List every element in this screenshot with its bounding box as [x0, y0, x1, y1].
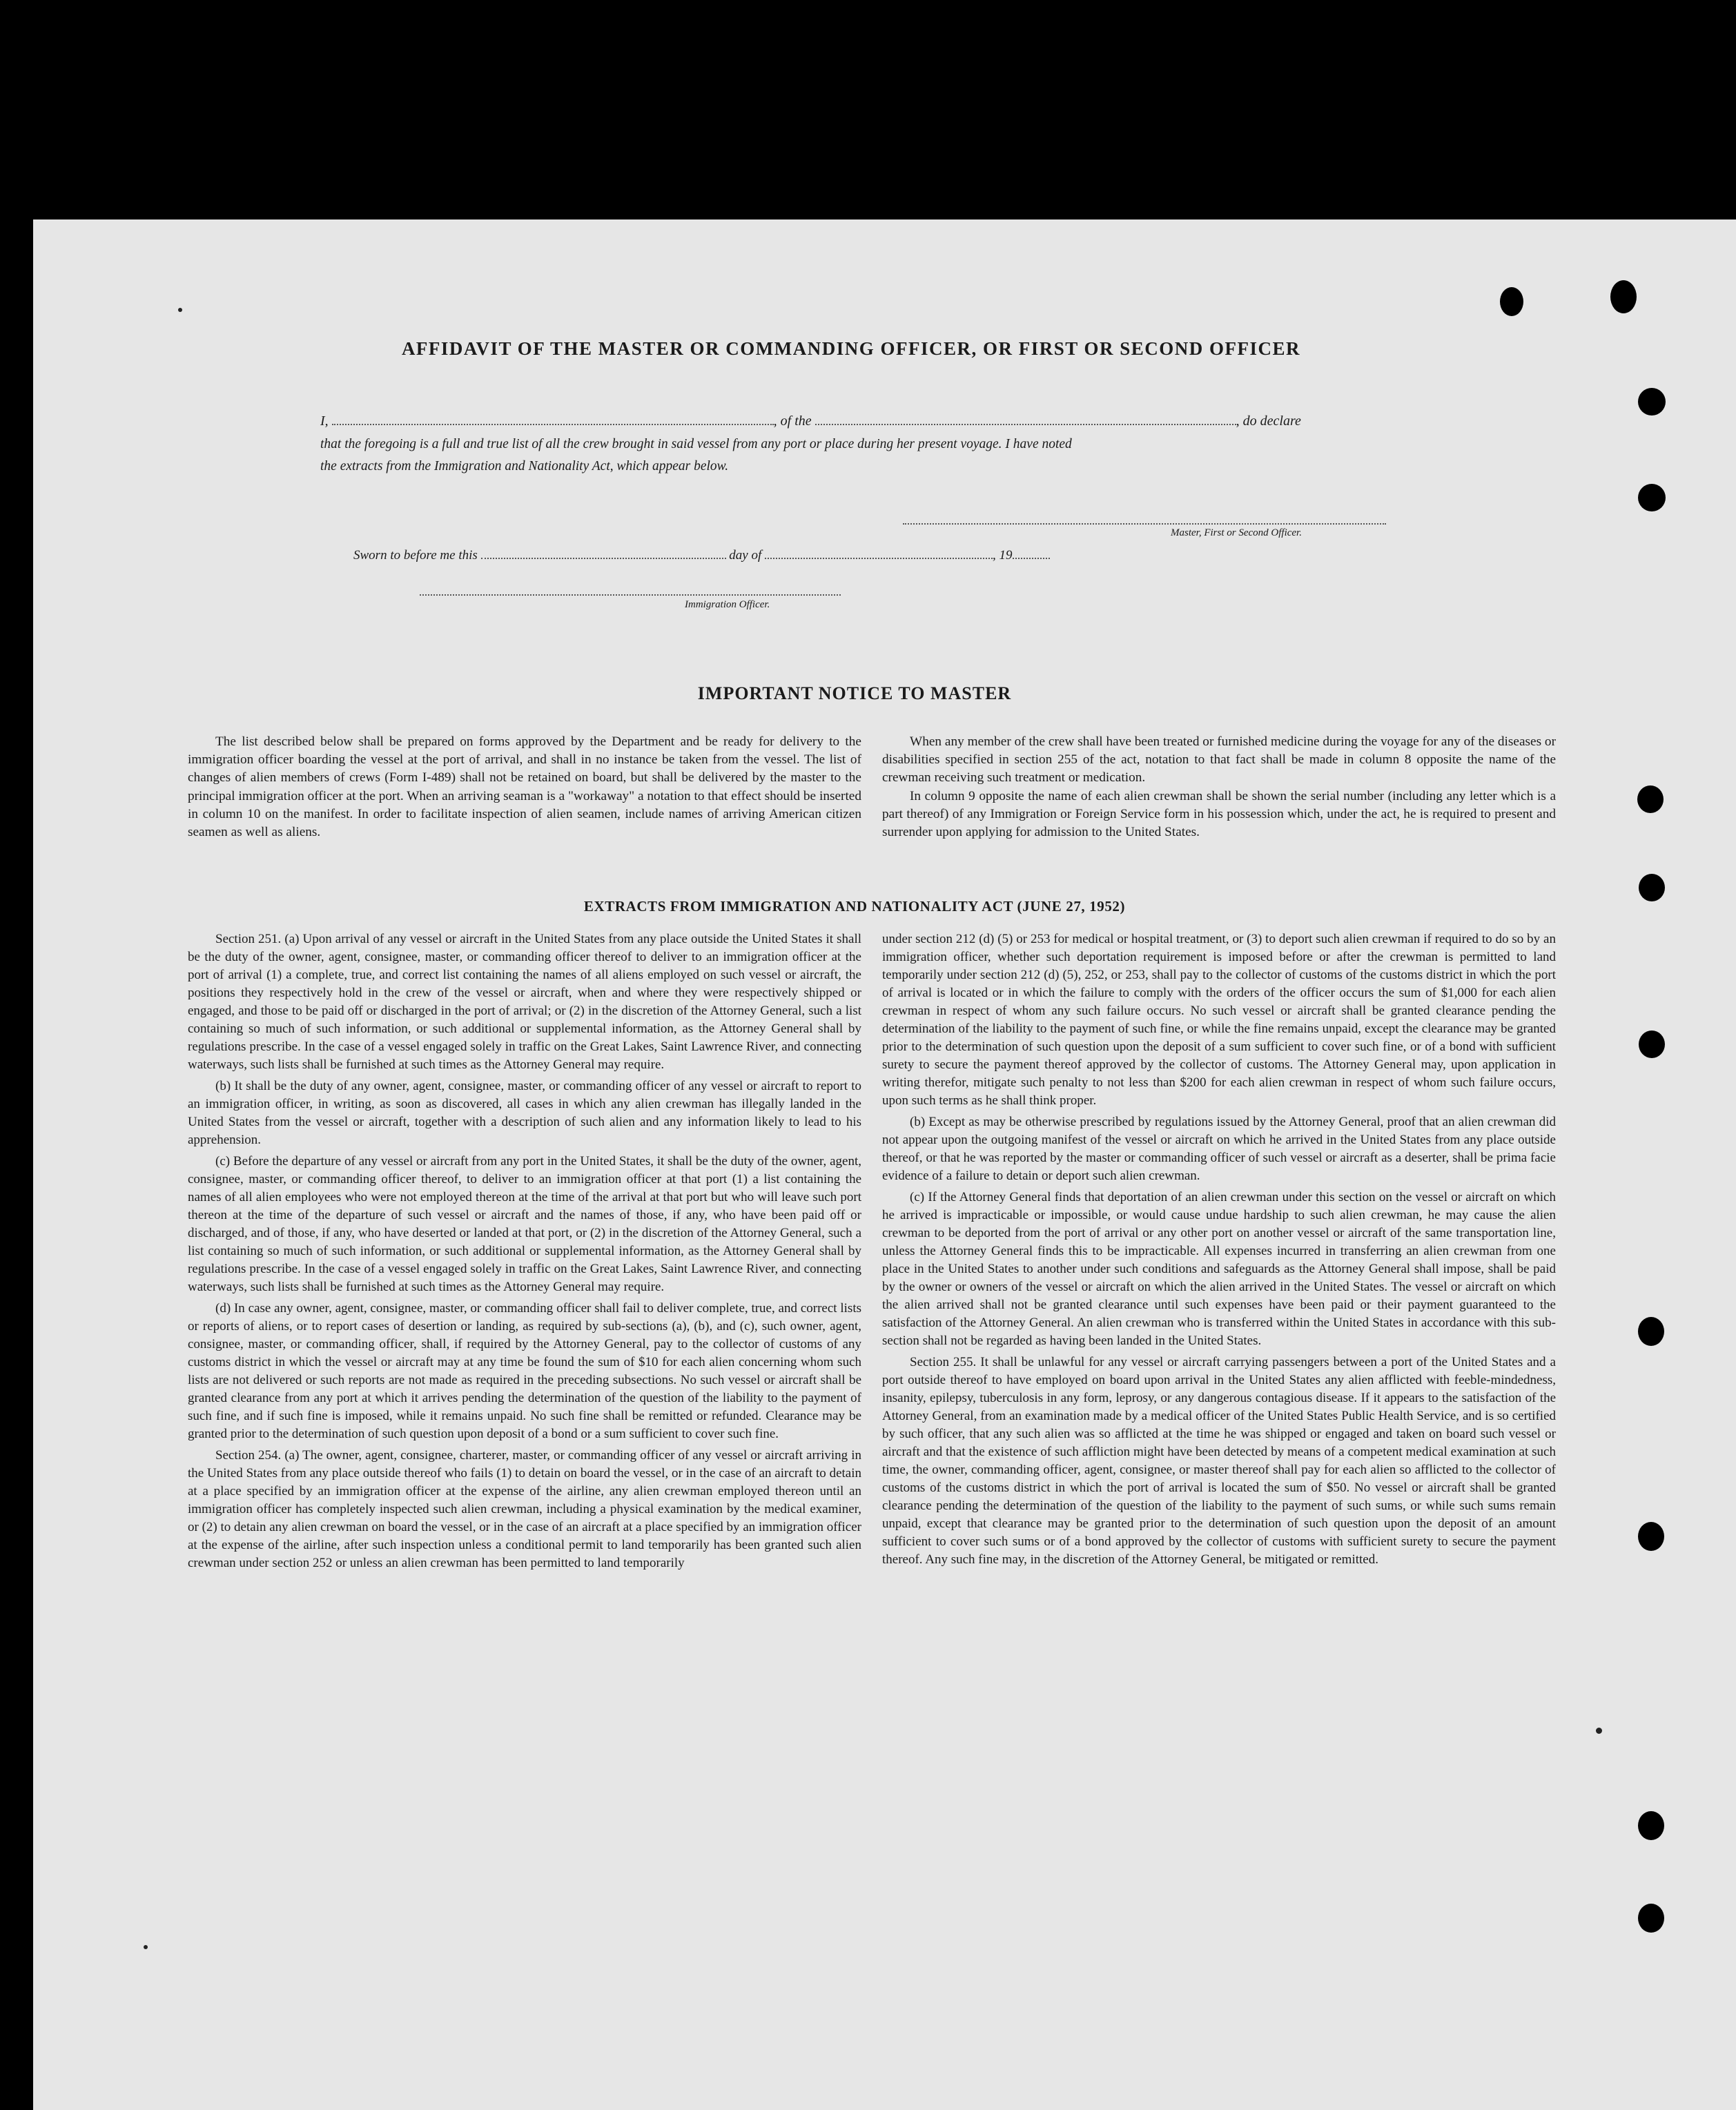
vessel-field[interactable]: [815, 413, 1236, 425]
declare-i-label: I,: [320, 413, 329, 429]
sworn-year: , 19: [993, 548, 1013, 563]
binder-hole: [1500, 287, 1523, 316]
extracts-left-column: [188, 930, 861, 1576]
notice-left-paragraph: The list described below shall be prepared on forms approved by the Department and be ready for delivery to the immigration officer boarding the vessel at the port of arrival, and shall in no instance be taken from the vessel. The list of changes of alien members of crews (Form I-489) shall not be retained on board, but shall be delivered by the master to the principal immigration officer at the port. When an arriving seaman is a "workaway" a notation to that effect should be inserted in column 10 on the manifest. In order to facilitate inspection of alien seamen, include names of arriving American citizen seamen as well as aliens.: [188, 734, 861, 840]
extract-paragraph: under section 212 (d) (5) or 253 for medical or hospital treatment, or (3) to deport such alien crewman if required to do so by an immigration officer, whether such deportation requirement is imposed before or after the crewman is permitted to land temporarily under section 212 (d) (5), 252, or 253, shall pay to the collector of customs of the customs district in which the port of arrival is located or in which the failure to comply with the orders of the officer occurs the sum of $1,000 for each alien crewman in respect of whom any such failure occurs. No such vessel or aircraft shall be granted clearance pending the determination of the liability to the payment of such fine, or while the fine remains unpaid, except the clearance may be granted prior to the determination of such question upon the deposit of a sum sufficient to cover such fine, or of a bond with sufficient surety to secure the payment thereof approved by the collector of customs. The Attorney General may, upon application in writing therefor, mitigate such penalty to not less than $200 for each alien crewman in respect of whom such failure occurs, upon such terms as he shall think proper.: [882, 932, 1556, 1108]
extracts-right-column: [882, 930, 1556, 1572]
notice-left-column: [188, 733, 861, 845]
speck: [178, 308, 182, 312]
binder-hole: [1638, 388, 1666, 416]
extract-paragraph: (c) Before the departure of any vessel or aircraft from any port in the United States, it shall be the duty of the owner, agent, consignee, master, or commanding officer thereof, to deliver to an immigration officer at that port (1) a list containing the names of all alien employees who were not employed thereon at the time of the arrival at that port but who will leave such port thereon at the time of the departure of such vessel or aircraft and the names of those, if any, who have been paid off or discharged, and of those, if any, who have deserted or landed at that port, or (2) in the discretion of the Attorney General, such a list containing so much of such information, or such additional or supplemental information, as the Attorney General shall by regulations prescribe. In the case of a vessel engaged solely in traffic on the Great Lakes, Saint Lawrence River, and connecting waterways, such lists shall be furnished at such times as the Attorney General may require.: [188, 1154, 861, 1294]
sworn-year-field[interactable]: [1013, 547, 1050, 559]
extract-paragraph: Section 254. (a) The owner, agent, consignee, charterer, master, or commanding officer of any vessel or aircraft arriving in the United States from any place outside thereof who fails (1) to detain on board the vessel, or in the case of an aircraft to detain at a place specified by an immigration officer at the expense of the airline, any alien crewman employed thereon until an immigration officer has completely inspected such alien crewman, including a physical examination by the medical examiner, or (2) to detain any alien crewman on board the vessel, or in the case of an aircraft at a place specified by an immigration officer at the expense of the airline, after such inspection unless a conditional permit to land temporarily has been granted such alien crewman under section 252 or unless an alien crewman has been permitted to land temporarily: [188, 1448, 861, 1570]
sworn-day-of: day of: [729, 548, 762, 563]
binder-hole: [1610, 280, 1637, 313]
speck: [144, 1945, 148, 1949]
officer-signature-line[interactable]: [420, 594, 841, 596]
declare-do-declare-label: , do declare: [1236, 413, 1301, 429]
binder-hole: [1638, 1522, 1664, 1551]
master-signature-label: Master, First or Second Officer.: [1171, 527, 1302, 538]
notice-right-paragraph: In column 9 opposite the name of each alien crewman shall be shown the serial number (including any letter which is a part thereof) of any Immigration or Foreign Service form in his possession which, under the act, he is required to present and surrender upon applying for admission to the United States.: [882, 788, 1556, 840]
binder-hole: [1638, 484, 1666, 511]
master-signature-line[interactable]: [903, 523, 1386, 525]
notice-title: IMPORTANT NOTICE TO MASTER: [697, 683, 1012, 703]
extract-paragraph: Section 251. (a) Upon arrival of any vessel or aircraft in the United States from any place outside the United States it shall be the duty of the owner, agent, consignee, master, or commanding officer thereof to deliver to an immigration officer at the port of arrival (1) a complete, true, and correct list containing the names of all aliens employed on such vessel or aircraft, the positions they respectively hold in the crew of the vessel or aircraft, when and where they were respectively shipped or engaged, and those to be paid off or discharged in the port of arrival; or (2) in the discretion of the Attorney General, such a list containing so much of such information, or such additional or supplemental information, as the Attorney General shall by regulations prescribe. In the case of a vessel engaged solely in traffic on the Great Lakes, Saint Lawrence River, and connecting waterways, such lists shall be furnished at such times as the Attorney General may require.: [188, 932, 861, 1072]
declare-of-the-label: , of the: [773, 413, 812, 429]
binder-hole: [1639, 874, 1665, 901]
extract-paragraph: Section 255. It shall be unlawful for any vessel or aircraft carrying passengers between a port of the United States and a port outside thereof to have employed on board upon arrival in the United States any alien afflicted with feeble-mindedness, insanity, epilepsy, tuberculosis in any form, leprosy, or any dangerous contagious disease. If it appears to the satisfaction of the Attorney General, from an examination made by a medical officer of the United States Public Health Service, and is so certified by such officer, that any such alien was so afflicted at the time he was shipped or engaged and taken on board such vessel or aircraft and that the existence of such affliction might have been detected by means of a competent medical examination at such time, the owner, commanding officer, agent, consignee, or master thereof shall pay for each alien so afflicted to the collector of customs of the customs district in which the port of arrival is located the sum of $50. No vessel or aircraft shall be granted clearance pending the determination of the question of the liability to the payment of such sums, or while such sums remain unpaid, except that clearance may be granted prior to the determination of such question upon the deposit of an amount sufficient to cover such sums or of a bond approved by the collector of customs with sufficient surety to secure the payment thereof. Any such fine may, in the discretion of the Attorney General, be mitigated or remitted.: [882, 1355, 1556, 1567]
declaration-body-1: that the foregoing is a full and true list of all the crew brought in said vessel from any port or place during her present voyage. I have noted: [320, 437, 1072, 451]
document-page: [33, 219, 1736, 2110]
extracts-title: EXTRACTS FROM IMMIGRATION AND NATIONALITY ACT (JUNE 27, 1952): [583, 898, 1126, 915]
extract-paragraph: (c) If the Attorney General finds that deportation of an alien crewman under this section on the vessel or aircraft on which he arrived is impracticable or impossible, or would cause undue hardship to such alien crewman, he may cause the alien crewman to be deported from the port of arrival or any other port on another vessel or aircraft of the same transportation line, unless the Attorney General finds this to be impracticable. All expenses incurred in transferring an alien crewman from one place in the United States to another under such conditions and safeguards as the Attorney General shall impose, shall be paid by the owner or owners of the vessel or aircraft on which the alien arrived in the United States. The vessel or aircraft on which the alien arrived shall not be granted clearance until such expenses have been paid or their payment guaranteed to the satisfaction of the Attorney General. An alien crewman who is transferred within the United States in accordance with this sub-section shall not be regarded as having been landed in the United States.: [882, 1190, 1556, 1348]
officer-signature-label: Immigration Officer.: [685, 599, 770, 610]
binder-hole: [1637, 785, 1664, 813]
sworn-month-field[interactable]: [765, 547, 993, 559]
sworn-date-field[interactable]: [481, 547, 726, 559]
sworn-line: [353, 547, 1050, 563]
extract-paragraph: (b) It shall be the duty of any owner, agent, consignee, master, or commanding officer of any vessel or aircraft to report to an immigration officer, in writing, as soon as discovered, all cases in which any alien crewman has illegally landed in the United States from the vessel or aircraft, together with a description of such alien and any information likely to lead to his apprehension.: [188, 1079, 861, 1147]
binder-hole: [1638, 1904, 1664, 1933]
binder-hole: [1639, 1030, 1665, 1058]
name-field[interactable]: [332, 413, 774, 425]
sworn-prefix: Sworn to before me this: [353, 548, 478, 563]
declaration-line: [320, 413, 1301, 429]
declaration-body-2: the extracts from the Immigration and Nationality Act, which appear below.: [320, 459, 729, 473]
binder-hole: [1638, 1317, 1664, 1346]
extract-paragraph: (b) Except as may be otherwise prescribed by regulations issued by the Attorney General, proof that an alien crewman did not appear upon the outgoing manifest of the vessel or aircraft on which he arrived in the United States from any place outside thereof, or that he was reported by the master or commanding officer of such vessel or aircraft as a deserter, shall be prima facie evidence of a failure to detain or deport such alien crewman.: [882, 1115, 1556, 1183]
binder-hole: [1638, 1811, 1664, 1840]
notice-right-paragraph: When any member of the crew shall have been treated or furnished medicine during the voyage for any of the diseases or disabilities specified in section 255 of the act, notation to that fact shall be made in column 8 opposite the name of the crewman receiving such treatment or medication.: [882, 734, 1556, 785]
notice-right-column: [882, 733, 1556, 845]
affidavit-title: AFFIDAVIT OF THE MASTER OR COMMANDING OFFICER, OR FIRST OR SECOND OFFICER: [401, 338, 1301, 359]
extract-paragraph: (d) In case any owner, agent, consignee, master, or commanding officer shall fail to deliver complete, true, and correct lists or reports of aliens, or to report cases of desertion or landing, as required by sub-sections (a), (b), and (c), such owner, agent, consignee, master, or commanding officer, shall, if required by the Attorney General, pay to the collector of customs of any customs district in which the vessel or aircraft may at any time be found the sum of $10 for each alien concerning whom such lists are not delivered or such reports are not made as required in the preceding subsections. No such vessel or aircraft shall be granted clearance from any port at which it arrives pending the determination of the question of the liability to the payment of such fine, and if such fine is imposed, while it remains unpaid. No such fine shall be remitted or refunded. Clearance may be granted prior to the determination of such question upon deposit of a bond or a sum sufficient to cover such fine.: [188, 1301, 861, 1441]
speck: [1596, 1728, 1602, 1734]
